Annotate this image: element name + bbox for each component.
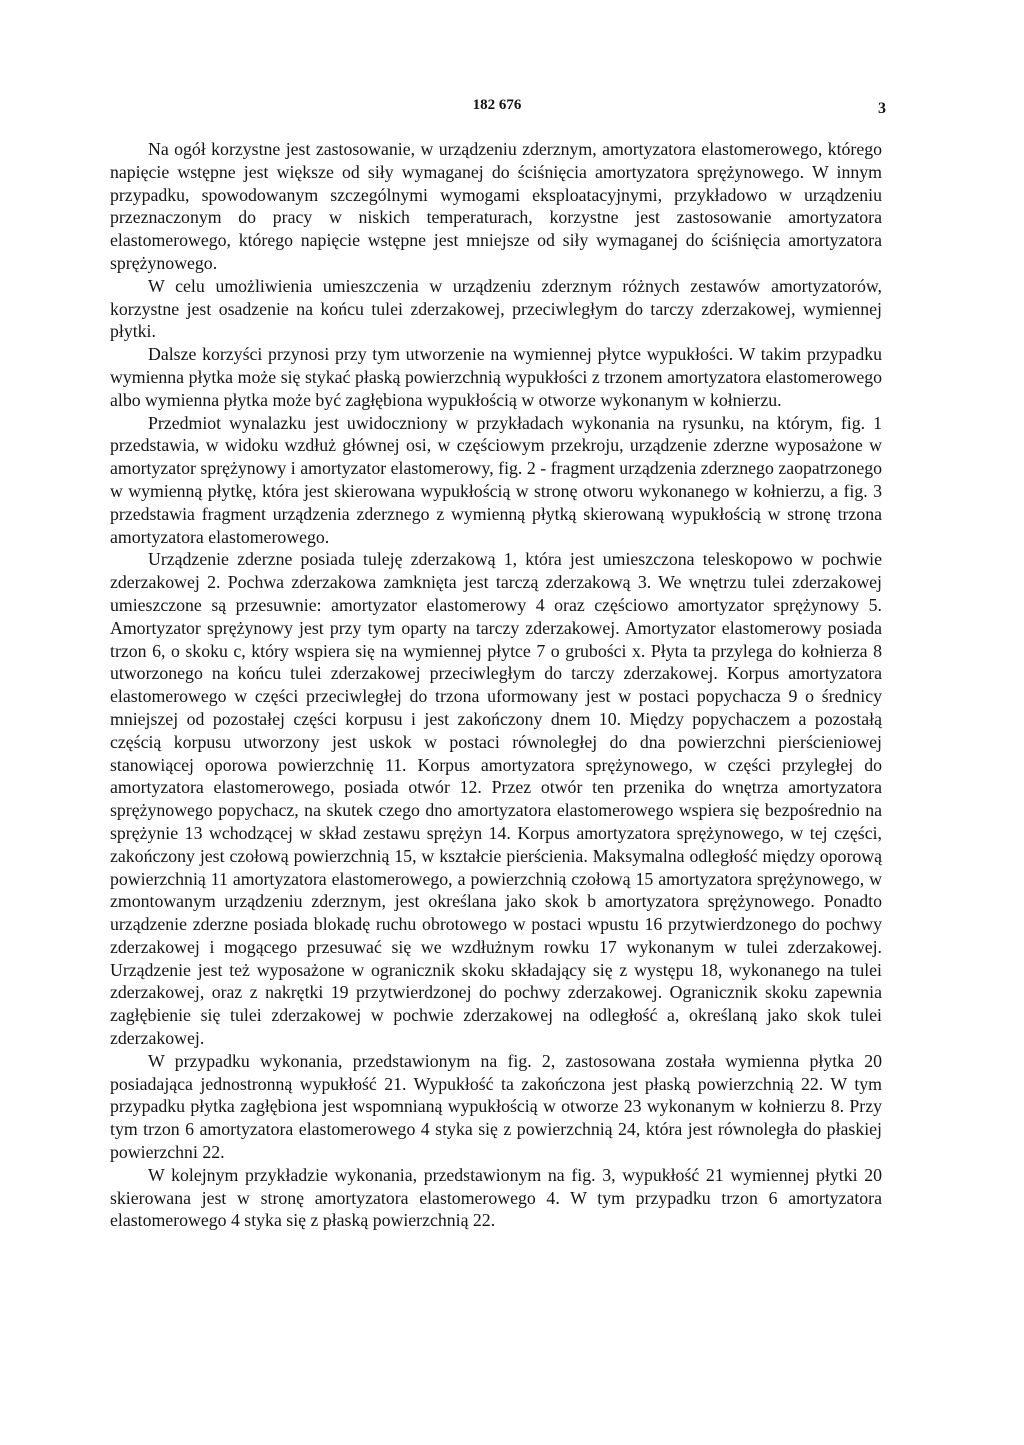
paragraph: W kolejnym przykładzie wykonania, przedstawionym na fig. 3, wypukłość 21 wymiennej płytki 20 skierowana jest w stronę amortyzatora elastomerowego 4. W tym przypadku trzon 6 amortyzatora elastomerowego 4 styka się z płaską powierzchnią 22. (110, 1164, 882, 1231)
paragraph: Dalsze korzyści przynosi przy tym utworzenie na wymiennej płytce wypukłości. W takim przypadku wymienna płytka może się stykać płaską powierzchnią wypukłości z trzonem amortyzatora elastomerowego albo wymienna płytka może być zagłębiona wypukłością w otworze wykonanym w kołnierzu. (110, 344, 882, 410)
paragraph: Przedmiot wynalazku jest uwidoczniony w przykładach wykonania na rysunku, na którym, fig. 1 przedstawia, w widoku wzdłuż głównej osi, w częściowym przekroju, urządzenie zderzne wyposażone w amortyzator sprężynowy i amortyzator elastomerowy, fig. 2 - fragment urządzenia zderznego zaopatrzonego w wymienną płytkę, która jest skierowana wypukłością w stronę otworu wykonanego w kołnierzu, a fig. 3 przedstawia fragment urządzenia zderznego z wymienną płytką skierowaną wypukłością w stronę trzona amortyzatora elastomerowego. (110, 412, 882, 547)
page-header (110, 97, 884, 121)
paragraph: W przypadku wykonania, przedstawionym na fig. 2, zastosowana została wymienna płytka 20 posiadająca jednostronną wypukłość 21. Wypukłość ta zakończona jest płaską powierzchnią 22. W tym przypadku płytka zagłębiona jest wspomnianą wypukłością w otworze 23 wykonanym w kołnierzu 8. Przy tym trzon 6 amortyzatora elastomerowego 4 styka się z powierzchnią 24, która jest równoległa do płaskiej powierzchni 22. (110, 1050, 882, 1163)
paragraph: Na ogół korzystne jest zastosowanie, w urządzeniu zderznym, amortyzatora elastomerowego, którego napięcie wstępne jest większe od siły wymaganej do ściśnięcia amortyzatora sprężynowego. W innym przypadku, spowodowanym szczególnymi wymogami eksploatacyjnymi, przykładowo w urządzeniu przeznaczonym do pracy w niskich temperaturach, korzystne jest zastosowanie amortyzatora elastomerowego, którego napięcie wstępne jest mniejsze od siły wymaganej do ściśnięcia amortyzatora sprężynowego. (110, 139, 882, 273)
body-text (110, 138, 882, 1232)
paragraph: W celu umożliwienia umieszczenia w urządzeniu zderznym różnych zestawów amortyzatorów, korzystne jest osadzenie na końcu tulei zderzakowej, przeciwległym do tarczy zderzakowej, wymiennej płytki. (110, 275, 882, 342)
page-number: 3 (878, 100, 886, 117)
paragraph: Urządzenie zderzne posiada tuleję zderzakową 1, która jest umieszczona teleskopowo w pochwie zderzakowej 2. Pochwa zderzakowa zamknięta jest tarczą zderzakową 3. We wnętrzu tulei zderzakowej umieszczone są przesuwnie: amortyzator elastomerowy 4 oraz częściowo amortyzator sprężynowy 5. Amortyzator sprężynowy jest przy tym oparty na tarczy zderzakowej. Amortyzator elastomerowy posiada trzon 6, o skoku c, który wspiera się na wymiennej płytce 7 o grubości x. Płyta ta przylega do kołnierza 8 utworzonego na końcu tulei zderzakowej przeciwległym do tarczy zderzakowej. Korpus amortyzatora elastomerowego w części przeciwległej do trzona uformowany jest w postaci popychacza 9 o średnicy mniejszej od pozostałej części korpusu i jest zakończony dnem 10. Między popychaczem a pozostałą częścią korpusu utworzony jest uskok w postaci równoległej do dna powierzchni pierścieniowej stanowiącej oporowa powierzchnię 11. Korpus amortyzatora sprężynowego, w części przyległej do amortyzatora elastomerowego, posiada otwór 12. Przez otwór ten przenika do wnętrza amortyzatora sprężynowego popychacz, na skutek czego dno amortyzatora elastomerowego wspiera się bezpośrednio na sprężynie 13 wchodzącej w skład zestawu sprężyn 14. Korpus amortyzatora sprężynowego, w tej części, zakończony jest czołową powierzchnią 15, w kształcie pierścienia. Maksymalna odległość między oporową powierzchnią 11 amortyzatora elastomerowego, a powierzchnią czołową 15 amortyzatora sprężynowego, w zmontowanym urządzeniu zderznym, jest określana jako skok b amortyzatora sprężynowego. Ponadto urządzenie zderzne posiada blokadę ruchu obrotowego w postaci wpustu 16 przytwierdzonego do pochwy zderzakowej i mogącego przesuwać się we wzdłużnym rowku 17 wykonanym w tulei zderzakowej. Urządzenie jest też wyposażone w ogranicznik skoku składający się z występu 18, wykonanego na tulei zderzakowej, oraz z nakrętki 19 przytwierdzonej do pochwy zderzakowej. Ogranicznik skoku zapewnia zagłębienie się tulei zderzakowej w pochwie zderzakowej na odległość a, określaną jako skok tulei zderzakowej. (110, 549, 882, 1049)
patent-number: 182 676 (472, 97, 522, 113)
